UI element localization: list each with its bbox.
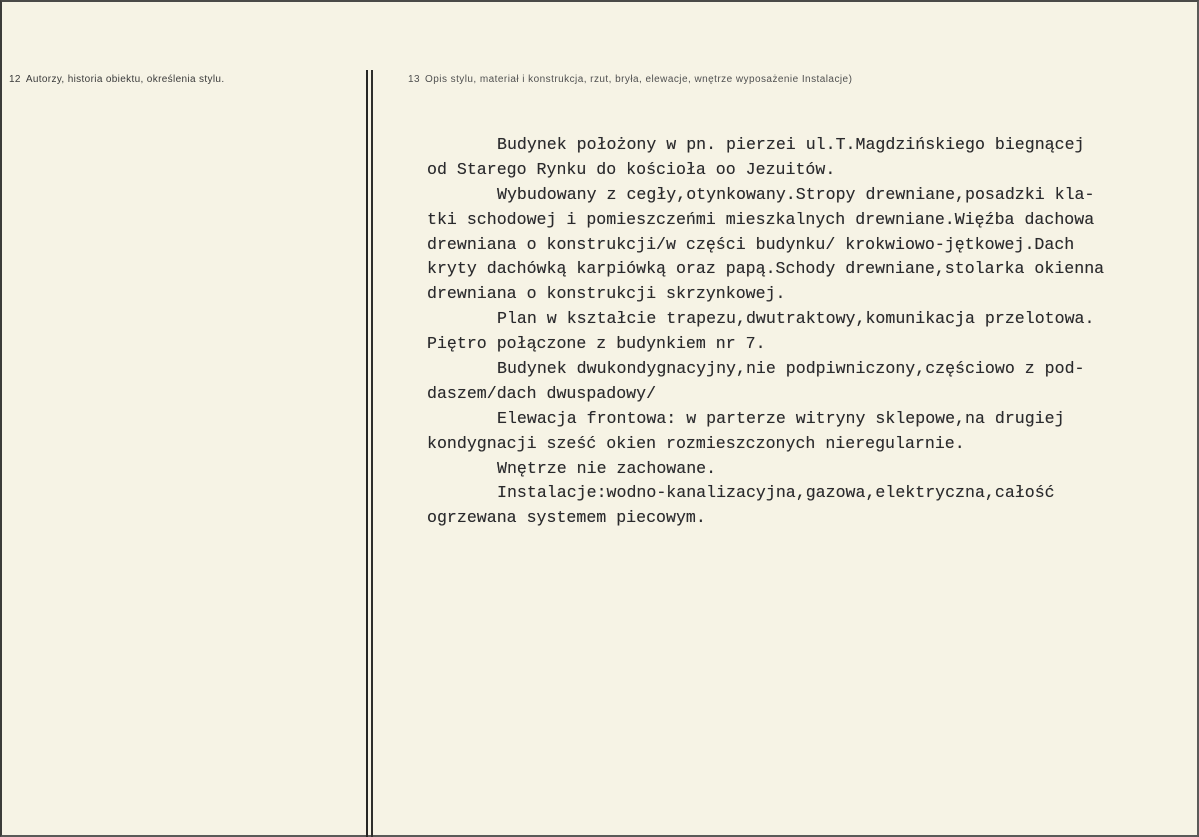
column-divider-line	[371, 70, 373, 837]
column-divider-line	[366, 70, 368, 837]
typed-line: Wybudowany z cegły,otynkowany.Stropy drewniane,posadzki kla-	[497, 184, 1095, 204]
paragraph	[427, 481, 1104, 531]
typed-line: Budynek położony w pn. pierzei ul.T.Magdzińskiego biegnącej	[497, 135, 1085, 154]
typed-line: Elewacja frontowa: w parterze witryny sklepowe,na drugiej	[497, 408, 1065, 428]
typed-line: kryty dachówką karpiówką oraz papą.Schody drewniane,stolarka okienna	[427, 259, 1105, 279]
paragraph	[427, 357, 1104, 407]
paragraph	[427, 307, 1104, 357]
typed-line: daszem/dach dwuspadowy/	[427, 383, 657, 403]
typed-line: kondygnacji sześć okien rozmieszczonych nieregularnie.	[427, 433, 965, 453]
section-12-title: Autorzy, historia obiektu, określenia stylu.	[25, 74, 225, 85]
section-12-number: 12	[9, 74, 21, 85]
typed-line: tki schodowej i pomieszczeńmi mieszkalnych drewniane.Więźba dachowa	[427, 209, 1095, 229]
typed-line: ogrzewana systemem piecowym.	[427, 508, 706, 528]
section-13-typed-description	[427, 133, 1104, 531]
paragraph	[427, 457, 1104, 482]
paragraph	[427, 407, 1104, 457]
typed-line: Wnętrze nie zachowane.	[497, 458, 717, 478]
section-13-title: Opis stylu, materiał i konstrukcja, rzut, bryła, elewacje, wnętrze wyposażenie Instalacje)	[425, 74, 853, 85]
typed-line: Instalacje:wodno-kanalizacyjna,gazowa,elektryczna,całość	[497, 483, 1055, 503]
typed-line: Piętro połączone z budynkiem nr 7.	[427, 334, 766, 354]
typed-line: drewniana o konstrukcji/w części budynku/ krokwiowo-jętkowej.Dach	[427, 234, 1075, 254]
section-13-header	[408, 73, 852, 87]
section-13-number: 13	[408, 74, 421, 85]
typed-line: Plan w kształcie trapezu,dwutraktowy,komunikacja przelotowa.	[497, 309, 1095, 329]
typed-line: Budynek dwukondygnacyjny,nie podpiwniczony,częściowo z pod-	[497, 359, 1085, 379]
typed-line: drewniana o konstrukcji skrzynkowej.	[427, 284, 786, 304]
paragraph	[427, 133, 1104, 183]
paragraph	[427, 183, 1104, 307]
typed-line: od Starego Rynku do kościoła oo Jezuitów.	[427, 159, 836, 179]
section-12-header	[9, 73, 224, 87]
